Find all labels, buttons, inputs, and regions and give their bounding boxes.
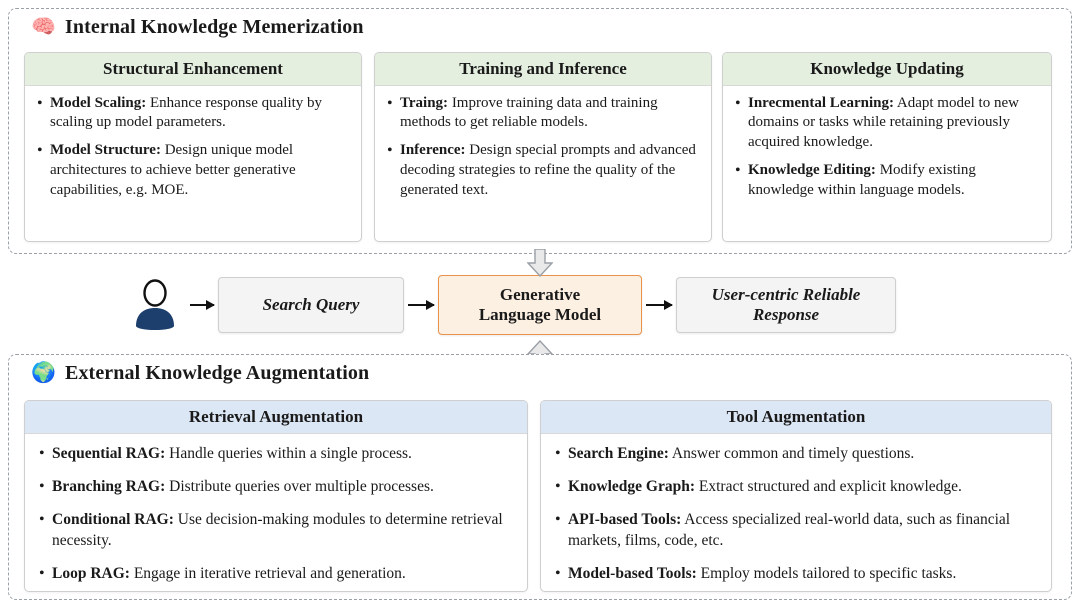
list-item [37, 444, 515, 464]
user-avatar-icon [126, 276, 184, 334]
bullet-text: Distribute queries over multiple processes. [165, 478, 434, 495]
bullet-list [385, 94, 701, 201]
search-query-label: Search Query [262, 294, 360, 314]
bullet-text: Employ models tailored to specific tasks. [696, 565, 957, 583]
card-body [541, 434, 1051, 592]
bullet-term: Model Scaling: [50, 94, 147, 111]
response-label [712, 285, 861, 326]
list-item [553, 510, 1039, 551]
internal-panel-title-text: Internal Knowledge Memerization [65, 16, 364, 38]
bullet-text: Handle queries within a single process. [165, 444, 412, 462]
bullet-text: Answer common and timely questions. [668, 444, 915, 462]
response-line1: User-centric Reliable [711, 284, 861, 304]
bullet-term: Branching RAG: [52, 478, 166, 495]
bullet-term: Knowledge Graph: [568, 478, 696, 495]
bullet-term: Inference: [400, 142, 466, 159]
globe-icon: 🌍 [31, 362, 57, 384]
external-panel-title [31, 363, 369, 383]
bullet-text: Engage in iterative retrieval and generation. [129, 565, 406, 583]
card-header: Knowledge Updating [723, 53, 1051, 86]
card-body [723, 86, 1051, 207]
bullet-text: Modify existing knowledge within language models. [748, 161, 976, 198]
generative-model-line1: Generative [499, 284, 581, 304]
card-header: Retrieval Augmentation [25, 401, 527, 434]
arrow-model-to-response-icon [646, 304, 672, 306]
external-panel-title-text: External Knowledge Augmentation [65, 362, 370, 384]
arrow-search-to-model-icon [408, 304, 434, 306]
card-header: Training and Inference [375, 53, 711, 86]
card-body [375, 86, 711, 207]
list-item [553, 444, 1039, 464]
card-header: Tool Augmentation [541, 401, 1051, 434]
list-item [37, 477, 515, 497]
list-item [385, 94, 701, 134]
bullet-list [35, 94, 351, 201]
bullet-term: Model Structure: [50, 142, 161, 159]
bullet-term: Traing: [400, 94, 449, 111]
brain-icon: 🧠 [31, 16, 57, 38]
list-item [733, 161, 1041, 201]
generative-language-model-box[interactable] [438, 275, 642, 335]
bullet-term: Conditional RAG: [52, 511, 174, 529]
bullet-text: Extract structured and explicit knowledge. [695, 478, 962, 495]
card-header: Structural Enhancement [25, 53, 361, 86]
user-centric-response-box[interactable] [676, 277, 896, 333]
list-item [37, 510, 515, 551]
arrow-down-icon [527, 249, 553, 277]
card-body [25, 86, 361, 207]
list-item [37, 564, 515, 584]
list-item [385, 141, 701, 200]
bullet-text: Improve training data and training methods to get reliable models. [400, 94, 658, 131]
bullet-term: Sequential RAG: [52, 444, 166, 462]
bullet-term: Inrecmental Learning: [748, 94, 894, 111]
list-item [553, 477, 1039, 497]
card-structural-enhancement [24, 52, 362, 242]
bullet-text: Enhance response quality by scaling up model parameters. [50, 94, 323, 131]
bullet-term: Knowledge Editing: [748, 161, 876, 178]
card-body [25, 434, 527, 592]
bullet-text: Use decision-making modules to determine retrieval necessity. [52, 511, 503, 549]
card-tool-augmentation [540, 400, 1052, 592]
list-item [733, 94, 1041, 153]
list-item [35, 94, 351, 134]
bullet-text: Adapt model to new domains or tasks while retaining previously acquired knowledge. [748, 94, 1019, 151]
bullet-list [553, 444, 1039, 585]
generative-model-label [479, 285, 601, 326]
bullet-text: Design special prompts and advanced decoding strategies to refine the quality of the generated text. [400, 142, 696, 198]
bullet-list [37, 444, 515, 585]
bullet-term: Model-based Tools: [568, 565, 697, 583]
response-line2: Response [752, 305, 820, 324]
bullet-term: Loop RAG: [52, 565, 130, 583]
bullet-text: Design unique model architectures to achieve better generative capabilities, e.g. MOE. [50, 142, 296, 198]
card-retrieval-augmentation [24, 400, 528, 592]
bullet-term: Search Engine: [568, 444, 669, 462]
bullet-text: Access specialized real-world data, such as financial markets, films, code, etc. [568, 511, 1011, 549]
bullet-list [733, 94, 1041, 201]
generative-model-line2: Language Model [478, 305, 602, 324]
list-item [35, 141, 351, 200]
internal-panel-title [31, 17, 364, 37]
bullet-term: API-based Tools: [568, 511, 682, 529]
card-knowledge-updating [722, 52, 1052, 242]
arrow-user-to-search-icon [190, 304, 214, 306]
card-training-and-inference [374, 52, 712, 242]
list-item [553, 564, 1039, 584]
search-query-box[interactable] [218, 277, 404, 333]
